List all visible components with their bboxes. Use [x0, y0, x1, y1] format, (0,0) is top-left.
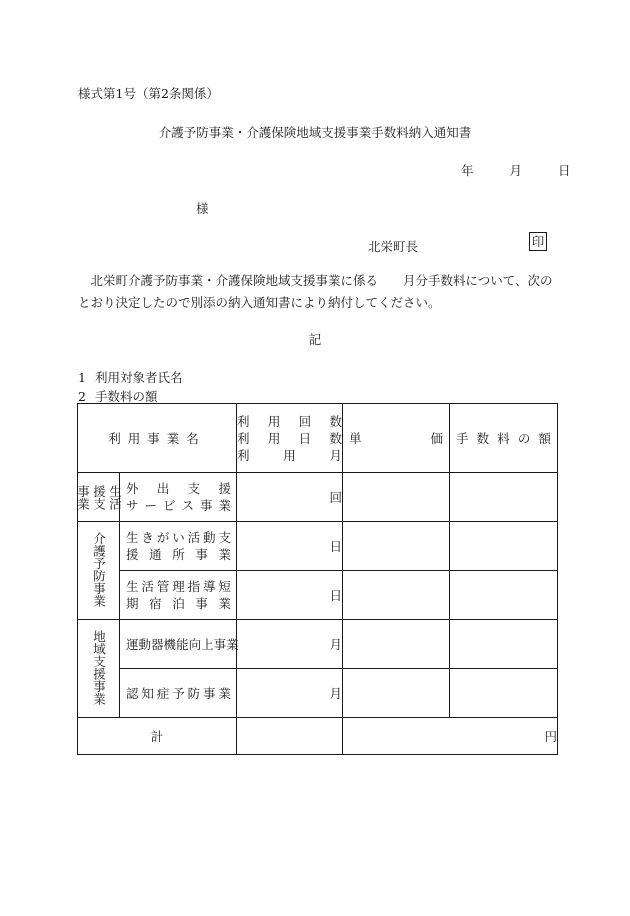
header-usage-count — [237, 404, 343, 473]
total-unit: 円 — [343, 718, 558, 755]
service-name-line: 生 活 管 理 指 導 短 — [126, 579, 231, 594]
total-empty-cell — [237, 718, 343, 755]
header-count-line-3: 利 用 月 — [237, 447, 342, 463]
table-row — [78, 522, 558, 571]
category-column-text: 援支 — [91, 484, 107, 510]
category-community-support: 地域支援事業 — [78, 620, 120, 718]
fee-table — [77, 403, 558, 755]
addressee-suffix: 様 — [196, 201, 209, 216]
unit-price-cell — [343, 522, 450, 571]
total-label: 計 — [78, 718, 237, 755]
category-livelihood-support — [75, 473, 123, 522]
service-cell — [120, 522, 237, 571]
issuer-name: 北栄町長 — [368, 239, 419, 254]
table-row — [78, 571, 558, 620]
seal-mark: 印 — [529, 232, 547, 251]
header-unit-price: 単 価 — [343, 404, 450, 473]
date-line — [461, 161, 571, 179]
category-column-text: 事業 — [75, 484, 91, 510]
fee-cell — [450, 620, 558, 669]
unit-price-cell — [343, 571, 450, 620]
usage-unit-cell: 日 — [237, 571, 343, 620]
date-month: 月 — [509, 163, 523, 178]
header-count-line-1: 利 用 回 数 — [237, 413, 343, 429]
usage-unit-cell: 月 — [237, 620, 343, 669]
table-row — [78, 669, 558, 718]
header-count-line-2: 利 用 日 数 — [237, 430, 343, 446]
service-name-line: 外 出 支 援 — [126, 481, 231, 496]
header-fee: 手 数 料 の 額 — [450, 404, 558, 473]
date-day: 日 — [558, 163, 571, 178]
table-row — [78, 473, 558, 522]
table-header-row — [78, 404, 558, 473]
total-row — [78, 718, 558, 755]
service-cell — [120, 473, 237, 522]
form-number: 様式第1号（第2条関係） — [78, 86, 219, 101]
service-cell — [120, 669, 237, 718]
service-name-line: 期 宿 泊 事 業 — [126, 596, 232, 611]
fee-cell — [450, 473, 558, 522]
item-recipient-name: 1 利用対象者氏名 — [78, 370, 183, 385]
usage-unit-cell: 月 — [237, 669, 343, 718]
header-service-name: 利用事業名 — [78, 404, 237, 473]
fee-cell — [450, 571, 558, 620]
service-name-line: 援 通 所 事 業 — [126, 547, 232, 562]
category-column-text: 生活 — [107, 484, 123, 510]
fee-cell — [450, 522, 558, 571]
unit-price-cell — [343, 669, 450, 718]
ki-heading: 記 — [308, 332, 322, 347]
category-care-prevention: 介護予防事業 — [78, 522, 120, 620]
service-cell — [120, 571, 237, 620]
service-name-line: 認 知 症 予 防 事 業 — [126, 685, 231, 701]
document-title: 介護予防事業・介護保険地域支援事業手数料納入通知書 — [158, 125, 472, 140]
usage-unit-cell: 日 — [237, 522, 343, 571]
table-row — [78, 620, 558, 669]
service-cell — [120, 620, 237, 669]
notice-body: 北栄町介護予防事業・介護保険地域支援事業に係る 月分手数料について、次のとおり決定したので別添の納入通知書により納付してください。 — [78, 273, 553, 310]
unit-price-cell — [343, 620, 450, 669]
service-name-line: 生 き が い 活 動 支 — [126, 530, 231, 545]
service-name-line: サ ー ビ ス 事 業 — [126, 498, 232, 513]
item-fee-amount: 2 手数料の額 — [78, 389, 158, 404]
date-year: 年 — [461, 163, 474, 178]
unit-price-cell — [343, 473, 450, 522]
fee-cell — [450, 669, 558, 718]
service-name-line: 運 動 器 機 能 向 上 事 業 — [126, 636, 239, 652]
usage-unit-cell: 回 — [237, 473, 343, 522]
